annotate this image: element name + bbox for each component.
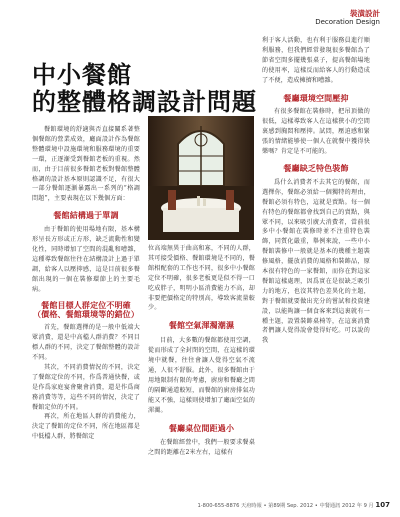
restaurant-interior-photo — [148, 116, 254, 240]
section-heading-air: 餐館空氣渾濁潮濕 — [168, 320, 235, 331]
section-heading-space: 餐廳環境空間壓抑 — [283, 92, 349, 103]
paragraph: 有很多餐館在裝修時，把吊頂做的很低，這樣導致客人在這樣狹小的空間裏感到胸悶和壓抑。試問，壓迫感和緊張的情緒能够使一個人在就餐中獲得快樂嗎？肯定是不可能的。 — [262, 108, 370, 156]
article-title-line1: 中小餐館 — [32, 60, 132, 89]
paragraph: 目前，大多數的餐館都使用空調，從而形成了全封閉的空間，在這樣的環境中就餐，往往會讓人覺得空氣不流通，人很不舒服。此外，很多餐館由于用地限制有限的考慮，廚房和餐廳之間的隔斷通道較短，而餐館的廚房排氣功能又不強，這樣則使增加了廳面空氣的渾濁。 — [148, 337, 255, 414]
footer-edition: 2012 年 9 月 — [341, 503, 374, 509]
section-heading-structure: 餐館結構過于單調 — [53, 210, 119, 221]
footer-site: 中餐通訊 — [319, 503, 341, 509]
paragraph: 其次，不同消費情況的不同，決定了餐館定位的不同，作爲普通快餐，或是作爲家庭宴會聚會消費，還是作爲商務消費等等，這些不同的情況，決定了餐館定位的不同。 — [32, 363, 140, 411]
footer-month: Sep. — [286, 503, 299, 509]
paragraph: 再次，所在地區人群的消費能力，決定了餐館的定位不同，所在地區都是中低檔人群，將餐館定 — [32, 413, 140, 441]
intro-paragraph: 餐館環境的舒適與否直接關系著整個餐館的營業成效，廳面設計作為餐館整體環境中設施環境和服務環境的重要一環，正逐漸受到餐館老板的重視。然而，由于目前很多餐館老板對餐館整體格調的設計基本原則認識不足，有很大一部分餐館逐漸暴露出一系列的“格調問題”，主要表現在以下幾個方面： — [32, 126, 140, 203]
paragraph: 利于客人活動，也有利于服務員進行順利服務，但我們經常發現很多餐館為了節省空間多擺幾張桌子，提高餐館場地的使用率，這樣反而給客人的行動造成了不便，造成擁擠和嘈雜。 — [262, 37, 370, 84]
footer-magazine: 天府時報 — [241, 503, 262, 509]
paragraph: 在餐館經營中，我們一般要求餐桌之間的距離在2米左右，這樣有 — [148, 439, 255, 457]
section-category-en: Decoration Design — [315, 18, 380, 26]
section-heading-target: 餐館目標人群定位不明確 — [41, 299, 131, 310]
article-title-line2: 的整體格調設計問題 — [32, 87, 257, 116]
footer-year: 2012 — [299, 503, 314, 509]
page-footer: 1-800-655-8876 天府時報 • 第89期 Sep. 2012 • 中餐通訊 2012 年 9 月 107 — [197, 501, 390, 509]
section-heading-decor: 餐廳缺乏特色裝飾 — [283, 162, 349, 173]
section-subheading-target: （價格、餐館環境等的錯位） — [33, 309, 139, 320]
paragraph: 位高端無異于曲高和寡，不同的人群，其可接受價格、餐館環境是不同的，餐館相配套的工作也不同，很多中小餐館定位不明確，很多老板更是似不得一口吃成胖子，明明小區消費能力不高，却非要把價格定的特別高，導致客流量較少。 — [148, 245, 255, 312]
column-1 — [32, 125, 140, 442]
section-heading-spacing: 餐廳桌位間距過小 — [168, 422, 235, 433]
paragraph: 爲什么消費者不去其它的餐館，而選擇你，餐館必須給一個獨特的理由，餐館必須有特色，這就是賣點。每一個有特色的餐館都會找到自己的賣點，與眾不同，以來吸引廣大消費者，當前很多中小餐館在裝修時並不注重特色裝飾，同質化嚴重，舉例來說，一些中小餐館裝修中一般就是基本的幾種主題裝修風格，擺放消費的風格和裝飾品，原本很有特色的一家餐館，而你在對這家餐館這樣處理，因爲實在是很缺乏吸引力的地方，也沒其特色差異化的主題，對于餐館就要做出充分的嘗試和投資建設，以能夠讓一個食客來到這裏就有一種主題，設置裝飾桌椅等，在這裏消費者們讓人覺得說會覺得好吃。可以說的我 — [262, 178, 370, 345]
page-number: 107 — [375, 501, 390, 509]
section-category-zh: 裝潢設計 — [350, 9, 380, 18]
paragraph: 由于餐館的使用場地有限，基本構形呈長方形或正方形，缺乏流動性和變化性，同時增加了空間的混亂和嘈雜，這種導致餐館往往在結構設計上過于單調，給客人以壓抑感，這是目前很多餐館出現的一個在裝修環節上的主要毛病。 — [32, 226, 140, 293]
column-3 — [262, 36, 370, 346]
footer-phone: 1-800-655-8876 — [197, 503, 240, 509]
footer-issue: 第89期 — [268, 503, 286, 509]
paragraph: 首先，餐館選擇的是一般中低端大眾消費，還是中高檔人群消費？不同目標人群的不同，決定了餐館整體的設計不同。 — [32, 324, 140, 362]
column-2 — [148, 244, 255, 458]
